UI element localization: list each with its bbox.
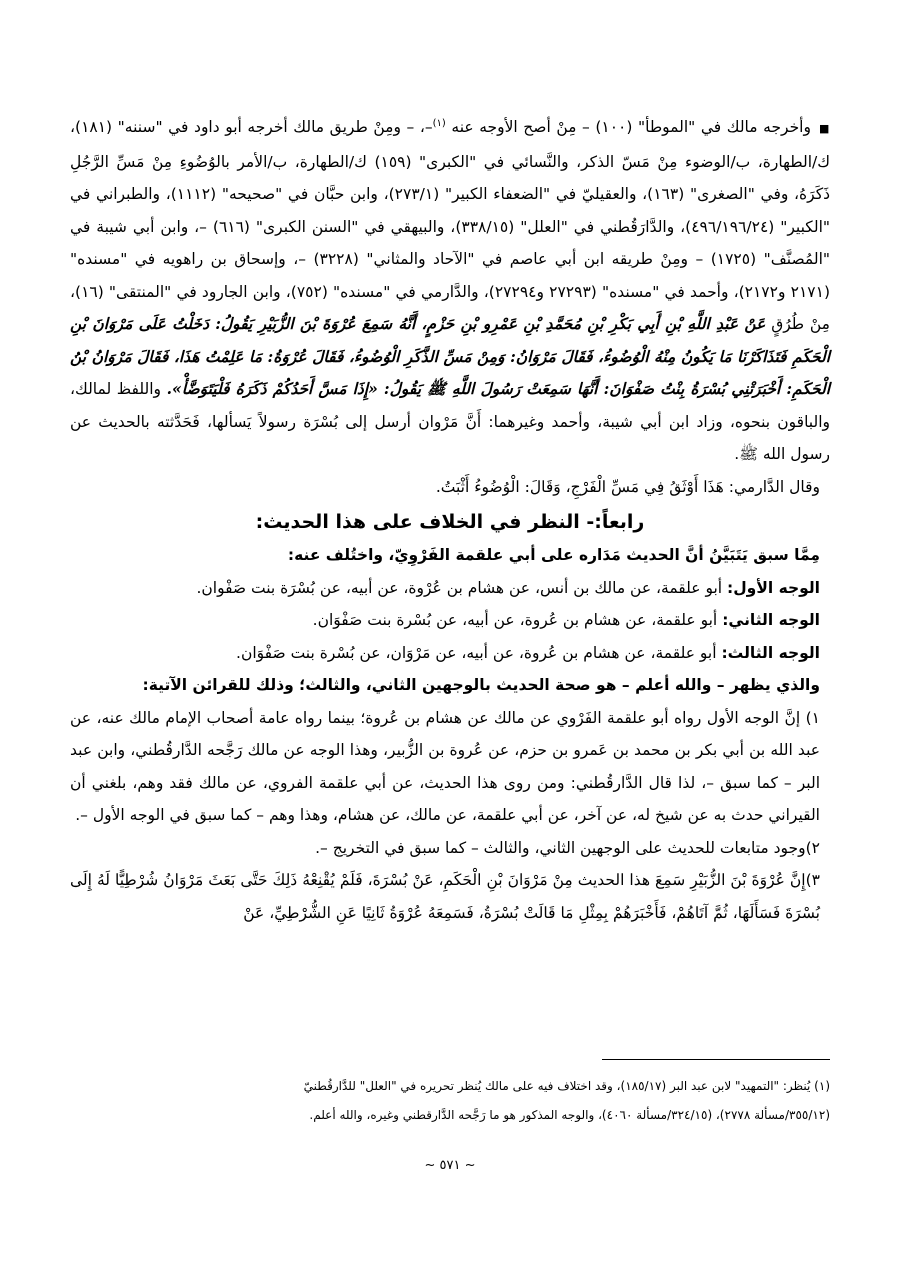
wajh-2-label: الوجه الثاني: (722, 611, 820, 630)
wajh-3-label: الوجه الثالث: (721, 643, 820, 662)
wajh-1-label: الوجه الأول: (727, 578, 820, 597)
wajh-3-text: أبو علقمة، عن هشام بن عُروة، عن أبيه، عن مَرْوَان، عن بُسْرة بنت صَفْوَان. (236, 643, 717, 662)
footnote-1-line-1: (١) يُنظر: "التمهيد" لابن عبد البر (١٨٥/١٧)، وقد اختلاف فيه على مالك يُنظر تحريره في "العلل" للدَّارقُطنيّ (303, 1079, 830, 1093)
footnote-divider (602, 1059, 830, 1060)
wajh-1 (70, 572, 830, 605)
takhrij-text-2: –، – ومِنْ طريق مالك أخرجه أبو داود في "سننه" (١٨١)، ك/الطهارة، ب/الوضوء مِنْ مَسّ الذكر، والنَّسائي في "الكبرى" (١٥٩) ك/الطهارة، ب/الأمر بالوُضُوءِ مِنْ مَسِّ الرَّجُلِ ذَكَرَهُ، وفي "الصغرى" (١٦٣)، والعقيليّ في "الضعفاء الكبير" (٢٧٣/١)، وابن حبَّان في "صحيحه" (١١١٢)، والطبراني في "الكبير" (٤٩٦/١٩٦/٢٤)، والدَّارَقُطني في "العلل" (٣٣٨/١٥)، والبيهقي في "السنن الكبرى" (٦١٦) –، وابن أبي شيبة في "المُصنَّف" (١٧٢٥) – ومِنْ طريقه ابن أبي عاصم في "الآحاد والمثاني" (٣٢٢٨) –، وإسحاق بن راهويه في "مسنده" (٢١٧١ و٢١٧٢)، وأحمد في "مسنده" (٢٧٢٩٣ و٢٧٢٩٤)، والدَّارمي في "مسنده" (٧٥٢)، وابن الجارود في "المنتقى" (١٦)، مِنْ طُرُقٍ (70, 118, 831, 334)
darimi-quote: هَذَا أَوْثَقُ فِي مَسِّ الْفَرْجِ، وَقَالَ: الْوُضُوءُ أَثْبَتُ. (435, 477, 724, 496)
footnote-ref[interactable]: (١) (432, 118, 446, 129)
reason-2: ٢)وجود متابعات للحديث على الوجهين الثاني، والثالث – كما سبق في التخريج –. (315, 838, 820, 857)
page-body (70, 108, 830, 929)
page-number: ~ ٥٧١ ~ (424, 1158, 476, 1173)
darimi-paragraph (70, 471, 830, 504)
wajh-1-text: أبو علقمة، عن مالك بن أنس، عن هشام بن عُرْوة، عن أبيه، عن بُسْرَة بنت صَفْوان. (196, 578, 723, 597)
intro-paragraph: مِمَّا سبق يَتَبَيَّنُ أنَّ الحديث مَدَاره على أبي علقمة الفَرْوِيّ، واختُلف عنه: (287, 546, 820, 565)
section-heading: رابعاً:- النظر في الخلاف على هذا الحديث: (255, 511, 645, 534)
reason-3-number: ٣) (805, 871, 820, 890)
conclusion-paragraph: والذي يظهر – والله أعلم – هو صحة الحديث بالوجهين الثاني، والثالث؛ وذلك للقرائن الآتية: (142, 676, 820, 695)
takhrij-text-3: واللفظ لمالك، والباقون بنحوه، وزاد ابن أبي شيبة، وأحمد وغيرهما: أَنَّ مَرْوان أرسل إلى بُسْرَة رسولاً يَسألها، فَحَدَّثته بالحديث عن رسول الله ﷺ. (70, 380, 830, 464)
reason-1: ١) إنَّ الوجه الأول رواه أبو علقمة الفَرْوي عن مالك عن هشام بن عُروة؛ بينما رواه عامة أصحاب الإمام مالك عنه، عن عبد الله بن أبي بكر بن محمد بن عَمرو بن حزم، عن عُروة بن الزُّبير، وهذا الوجه عن مالك رَجَّحه الدَّارقُطني، وابن عبد البر – كما سبق –، لذا قال الدَّارقُطني: ومن روى هذا الحديث، عن أبي علقمة الفروي، عن مالك فقد وهم، بلغني أن القيراني حدث به عن شيخ له، عن آخر، عن أبي علقمة، عن مالك، عن هشام، وهذا وهم – كما سبق في الوجه الأول –. (70, 708, 820, 825)
wajh-2 (70, 604, 830, 637)
bullet-icon: ■ (818, 122, 831, 136)
reason-3 (70, 864, 830, 929)
footnote-1-line-2: (٣٥٥/١٢/مسألة ٢٧٧٨)، (٣٢٤/١٥/مسألة ٤٠٦٠)، والوجه المذكور هو ما رَجَّحه الدَّارقطني وغيره، والله أعلم. (309, 1108, 830, 1122)
footnotes (78, 1072, 830, 1130)
reason-3-text: إِنَّ عُرْوَةَ بْنَ الزُّبَيْرِ سَمِعَ هذا الحديث مِنْ مَرْوَانَ بْنِ الْحَكَمِ، عَنْ بُسْرَةَ، فَلَمْ يُقْنِعْهُ ذَلِكَ حَتَّى بَعَثَ مَرْوَانُ شُرْطِيًّا لَهُ إِلَى بُسْرَةَ فَسَأَلَهَا، ثُمَّ آتَاهُمْ، فَأَخْبَرَهُمْ بِمِثْلِ مَا قَالَتْ بُسْرَةُ، فَسَمِعَهُ عُرْوَةُ ثَانِيًا عَنِ الشُّرْطِيِّ، عَنْ (70, 871, 820, 922)
takhrij-text-1: وأخرجه مالك في "الموطأ" (١٠٠) – مِنْ أصح الأوجه عنه (451, 118, 811, 137)
takhrij-paragraph (70, 108, 830, 471)
darimi-prefix: وقال الدَّارمي: (728, 477, 820, 496)
hadith-text: عَنْ عَبْدِ اللَّهِ بْنِ أَبِي بَكْرِ بْنِ مُحَمَّدِ بْنِ عَمْرِو بْنِ حَزْمٍ، أَنَّهُ سَمِعَ عُرْوَةَ بْنَ الزُّبَيْرِ يَقُولُ: دَخَلْتُ عَلَى مَرْوَانَ بْنِ الْحَكَمِ فَتَذَاكَرْنَا مَا يَكُونُ مِنْهُ الْوُضُوءُ، فَقَالَ مَرْوَانُ: وَمِنْ مَسِّ الذَّكَرِ الْوُضُوءُ، فَقَالَ عُرْوَةُ: مَا عَلِمْتُ هَذَا، فَقَالَ مَرْوَانُ بْنُ الْحَكَمِ: أَخْبَرَتْنِي بُسْرَةُ بِنْتُ صَفْوَانَ: أَنَّهَا سَمِعَتْ رَسُولَ اللَّهِ ﷺ يَقُولُ: «إِذَا مَسَّ أَحَدُكُمْ ذَكَرَهُ فَلْيَتَوَضَّأْ». (70, 314, 830, 399)
wajh-3 (70, 637, 830, 670)
wajh-2-text: أبو علقمة، عن هشام بن عُروة، عن أبيه، عن بُسْرة بنت صَفْوَان. (312, 611, 718, 630)
